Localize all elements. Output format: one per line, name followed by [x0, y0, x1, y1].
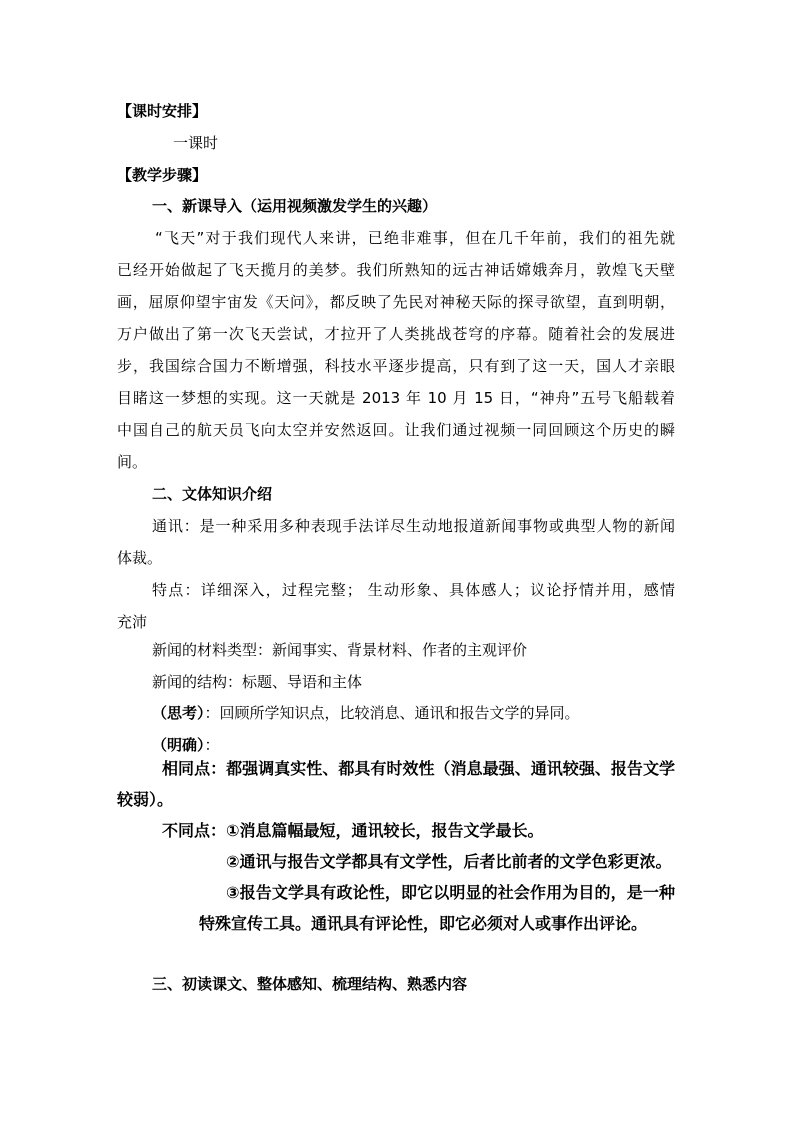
- section1-title: 一、新课导入（运用视频激发学生的兴趣）: [152, 197, 438, 215]
- intro-line-6: 目睹这一梦想的实现。这一天就是 2013 年 10 月 15 日，“神舟”五号飞船载着: [117, 389, 675, 407]
- difference-line-4: 特殊宣传工具。通讯具有评论性，即它必须对人或事作出评论。: [199, 914, 648, 933]
- difference-line-1: 不同点：①消息篇幅最短，通讯较长，报告文学最长。: [162, 821, 544, 840]
- schedule-heading: 【课时安排】: [117, 102, 208, 120]
- intro-line-2: 已经开始做起了飞天揽月的美梦。我们所熟知的远古神话嫦娥奔月，敦煌飞天壁: [117, 261, 675, 279]
- intro-line-1: “飞天”对于我们现代人来讲，已绝非难事，但在几千年前，我们的祖先就: [155, 229, 675, 247]
- definition-line-2: 体裁。: [117, 549, 163, 567]
- structure-line: 新闻的结构：标题、导语和主体: [152, 673, 363, 691]
- clarify-label: （明确）: [152, 736, 205, 754]
- difference-line-2: ②通讯与报告文学都具有文学性，后者比前者的文学色彩更浓。: [226, 852, 672, 871]
- think-line: [152, 703, 580, 723]
- definition-line-1: 通讯：是一种采用多种表现手法详尽生动地报道新闻事物或典型人物的新闻: [152, 517, 675, 535]
- section3-title: 三、初读课文、整体感知、梳理结构、熟悉内容: [152, 975, 468, 993]
- similar-line-1: 相同点：都强调真实性、都具有时效性（消息最强、通讯较强、报告文学: [162, 759, 675, 778]
- intro-line-8: 间。: [117, 453, 148, 471]
- intro-line-5: 步，我国综合国力不断增强，科技水平逐步提高，只有到了这一天，国人才亲眼: [117, 357, 675, 375]
- intro-line-3: 画，屈原仰望宇宙发《天问》，都反映了先民对神秘天际的探寻欲望，直到明朝，: [117, 293, 675, 311]
- clarify-suffix: ：: [204, 736, 220, 754]
- intro-line-7: 中国自己的航天员飞向太空并安然返回。让我们通过视频一同回顾这个历史的瞬: [117, 421, 675, 439]
- steps-heading: 【教学步骤】: [117, 166, 208, 184]
- clarify-line: [152, 735, 220, 755]
- features-line-1: 特点：详细深入，过程完整； 生动形象、具体感人；议论抒情并用，感情: [152, 581, 675, 599]
- difference-line-3: ③报告文学具有政论性，即它以明显的社会作用为目的，是一种: [226, 883, 675, 902]
- think-label: （思考）: [152, 704, 205, 722]
- section2-title: 二、文体知识介绍: [152, 485, 273, 503]
- think-text: ：回顾所学知识点，比较消息、通讯和报告文学的异同。: [204, 704, 580, 722]
- intro-line-4: 万户做出了第一次飞天尝试，才拉开了人类挑战苍穹的序幕。随着社会的发展进: [117, 325, 675, 343]
- materials-line: 新闻的材料类型：新闻事实、背景材料、作者的主观评价: [152, 641, 528, 659]
- features-line-2: 充沛: [117, 613, 148, 631]
- schedule-content: 一课时: [173, 134, 219, 152]
- similar-line-2: 较弱）。: [117, 790, 174, 809]
